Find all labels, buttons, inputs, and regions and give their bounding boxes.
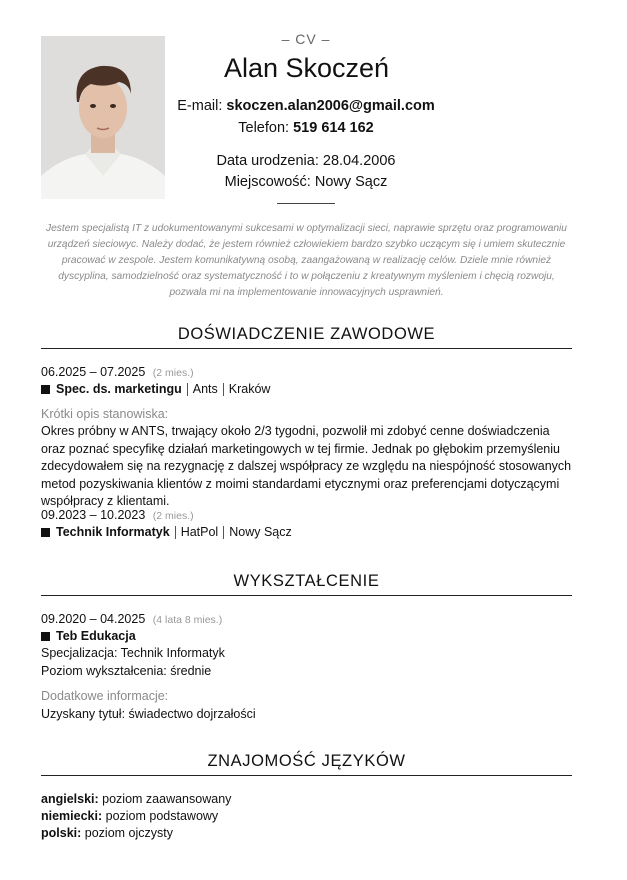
email-value[interactable]: skoczen.alan2006@gmail.com — [226, 98, 435, 114]
separator — [223, 383, 224, 396]
language-level: poziom podstawowy — [105, 809, 219, 823]
job-position: Spec. ds. marketingu — [56, 382, 182, 396]
city: Miejscowość: Nowy Sącz — [224, 174, 388, 190]
education-duration: (4 lata 8 mies.) — [152, 614, 223, 626]
email-label: E-mail: — [177, 98, 223, 114]
phone-label: Telefon: — [238, 120, 290, 136]
job-title-line — [41, 525, 292, 539]
language-name: angielski: — [41, 792, 99, 806]
education-specialization: Specjalizacja: Technik Informatyk — [41, 646, 225, 660]
school-line — [41, 629, 136, 643]
language-item — [41, 809, 218, 823]
language-item — [41, 826, 173, 840]
job-company: HatPol — [180, 525, 219, 539]
job-company: Ants — [192, 382, 218, 396]
bullet-square-icon — [41, 632, 50, 641]
bullet-square-icon — [41, 528, 50, 537]
phone-value[interactable]: 519 614 162 — [293, 120, 374, 136]
language-level: poziom ojczysty — [84, 826, 174, 840]
job-dates-range: 09.2023 – 10.2023 — [41, 508, 146, 522]
education-dates — [41, 612, 222, 626]
phone-line — [170, 120, 442, 136]
section-title-experience: DOŚWIADCZENIE ZAWODOWE — [177, 325, 436, 343]
job-duration: (2 mies.) — [152, 367, 194, 379]
email-line — [170, 98, 442, 114]
job-dates — [41, 365, 194, 379]
separator — [223, 526, 224, 539]
job-city: Kraków — [228, 382, 271, 396]
job-dates-range: 06.2025 – 07.2025 — [41, 365, 146, 379]
school-name: Teb Edukacja — [56, 629, 136, 643]
section-divider — [41, 595, 572, 596]
language-name: niemiecki: — [41, 809, 103, 823]
job-desc-label: Krótki opis stanowiska: — [41, 407, 169, 421]
job-position: Technik Informatyk — [56, 525, 170, 539]
job-title-line — [41, 382, 270, 396]
candidate-name: Alan Skoczeń — [223, 53, 390, 83]
section-divider — [41, 348, 572, 349]
birth-date: Data urodzenia: 28.04.2006 — [216, 153, 396, 169]
language-item — [41, 792, 231, 806]
header-divider — [277, 203, 335, 204]
job-description: Okres próbny w ANTS, trwający około 2/3 tygodni, pozwolił mi zdobyć cenne doświadczenia oraz poznać specyfikę działań marketingowych w tej firmie. Jednak po głębokim przemyśleniu zdecydowałem się na rezygnację z dalszej współpracy ze względu na niespójność stosowanych metod pozyskiwania klientów z moimi standardami etycznymi oraz preferencjami dotyczącymi współpracy z klientami. — [41, 424, 572, 508]
cv-label: – CV – — [281, 31, 331, 47]
education-dates-range: 09.2020 – 04.2025 — [41, 612, 146, 626]
section-title-languages: ZNAJOMOŚĆ JĘZYKÓW — [207, 752, 406, 770]
separator — [175, 526, 176, 539]
bullet-square-icon — [41, 385, 50, 394]
language-level: poziom zaawansowany — [102, 792, 232, 806]
profile-summary: Jestem specjalistą IT z udokumentowanymi sukcesami w optymalizacji sieci, naprawie sprzętu oraz programowaniu urządzeń sieciowyc. Należy dodać, że jestem również człowiekiem bardzo szybko uczącym się i umiem skutecznie pracować w zespole. Jestem komunikatywną osobą, zaangażowaną w realizację celów. Dziele mnie również dyscyplina, samodzielność oraz systematyczność i to w połączeniu z kreatywnym myśleniem i chęcią rozwoju, pozwala mi na implementowanie innowacyjnych usprawnień. — [46, 223, 567, 298]
job-dates — [41, 508, 194, 522]
education-extra: Uzyskany tytuł: świadectwo dojrzałości — [41, 707, 256, 721]
profile-photo — [41, 36, 165, 199]
job-duration: (2 mies.) — [152, 510, 194, 522]
section-title-education: WYKSZTAŁCENIE — [233, 572, 380, 590]
education-level: Poziom wykształcenia: średnie — [41, 664, 212, 678]
education-extra-label: Dodatkowe informacje: — [41, 689, 169, 703]
language-name: polski: — [41, 826, 82, 840]
job-city: Nowy Sącz — [229, 525, 292, 539]
section-divider — [41, 775, 572, 776]
separator — [187, 383, 188, 396]
